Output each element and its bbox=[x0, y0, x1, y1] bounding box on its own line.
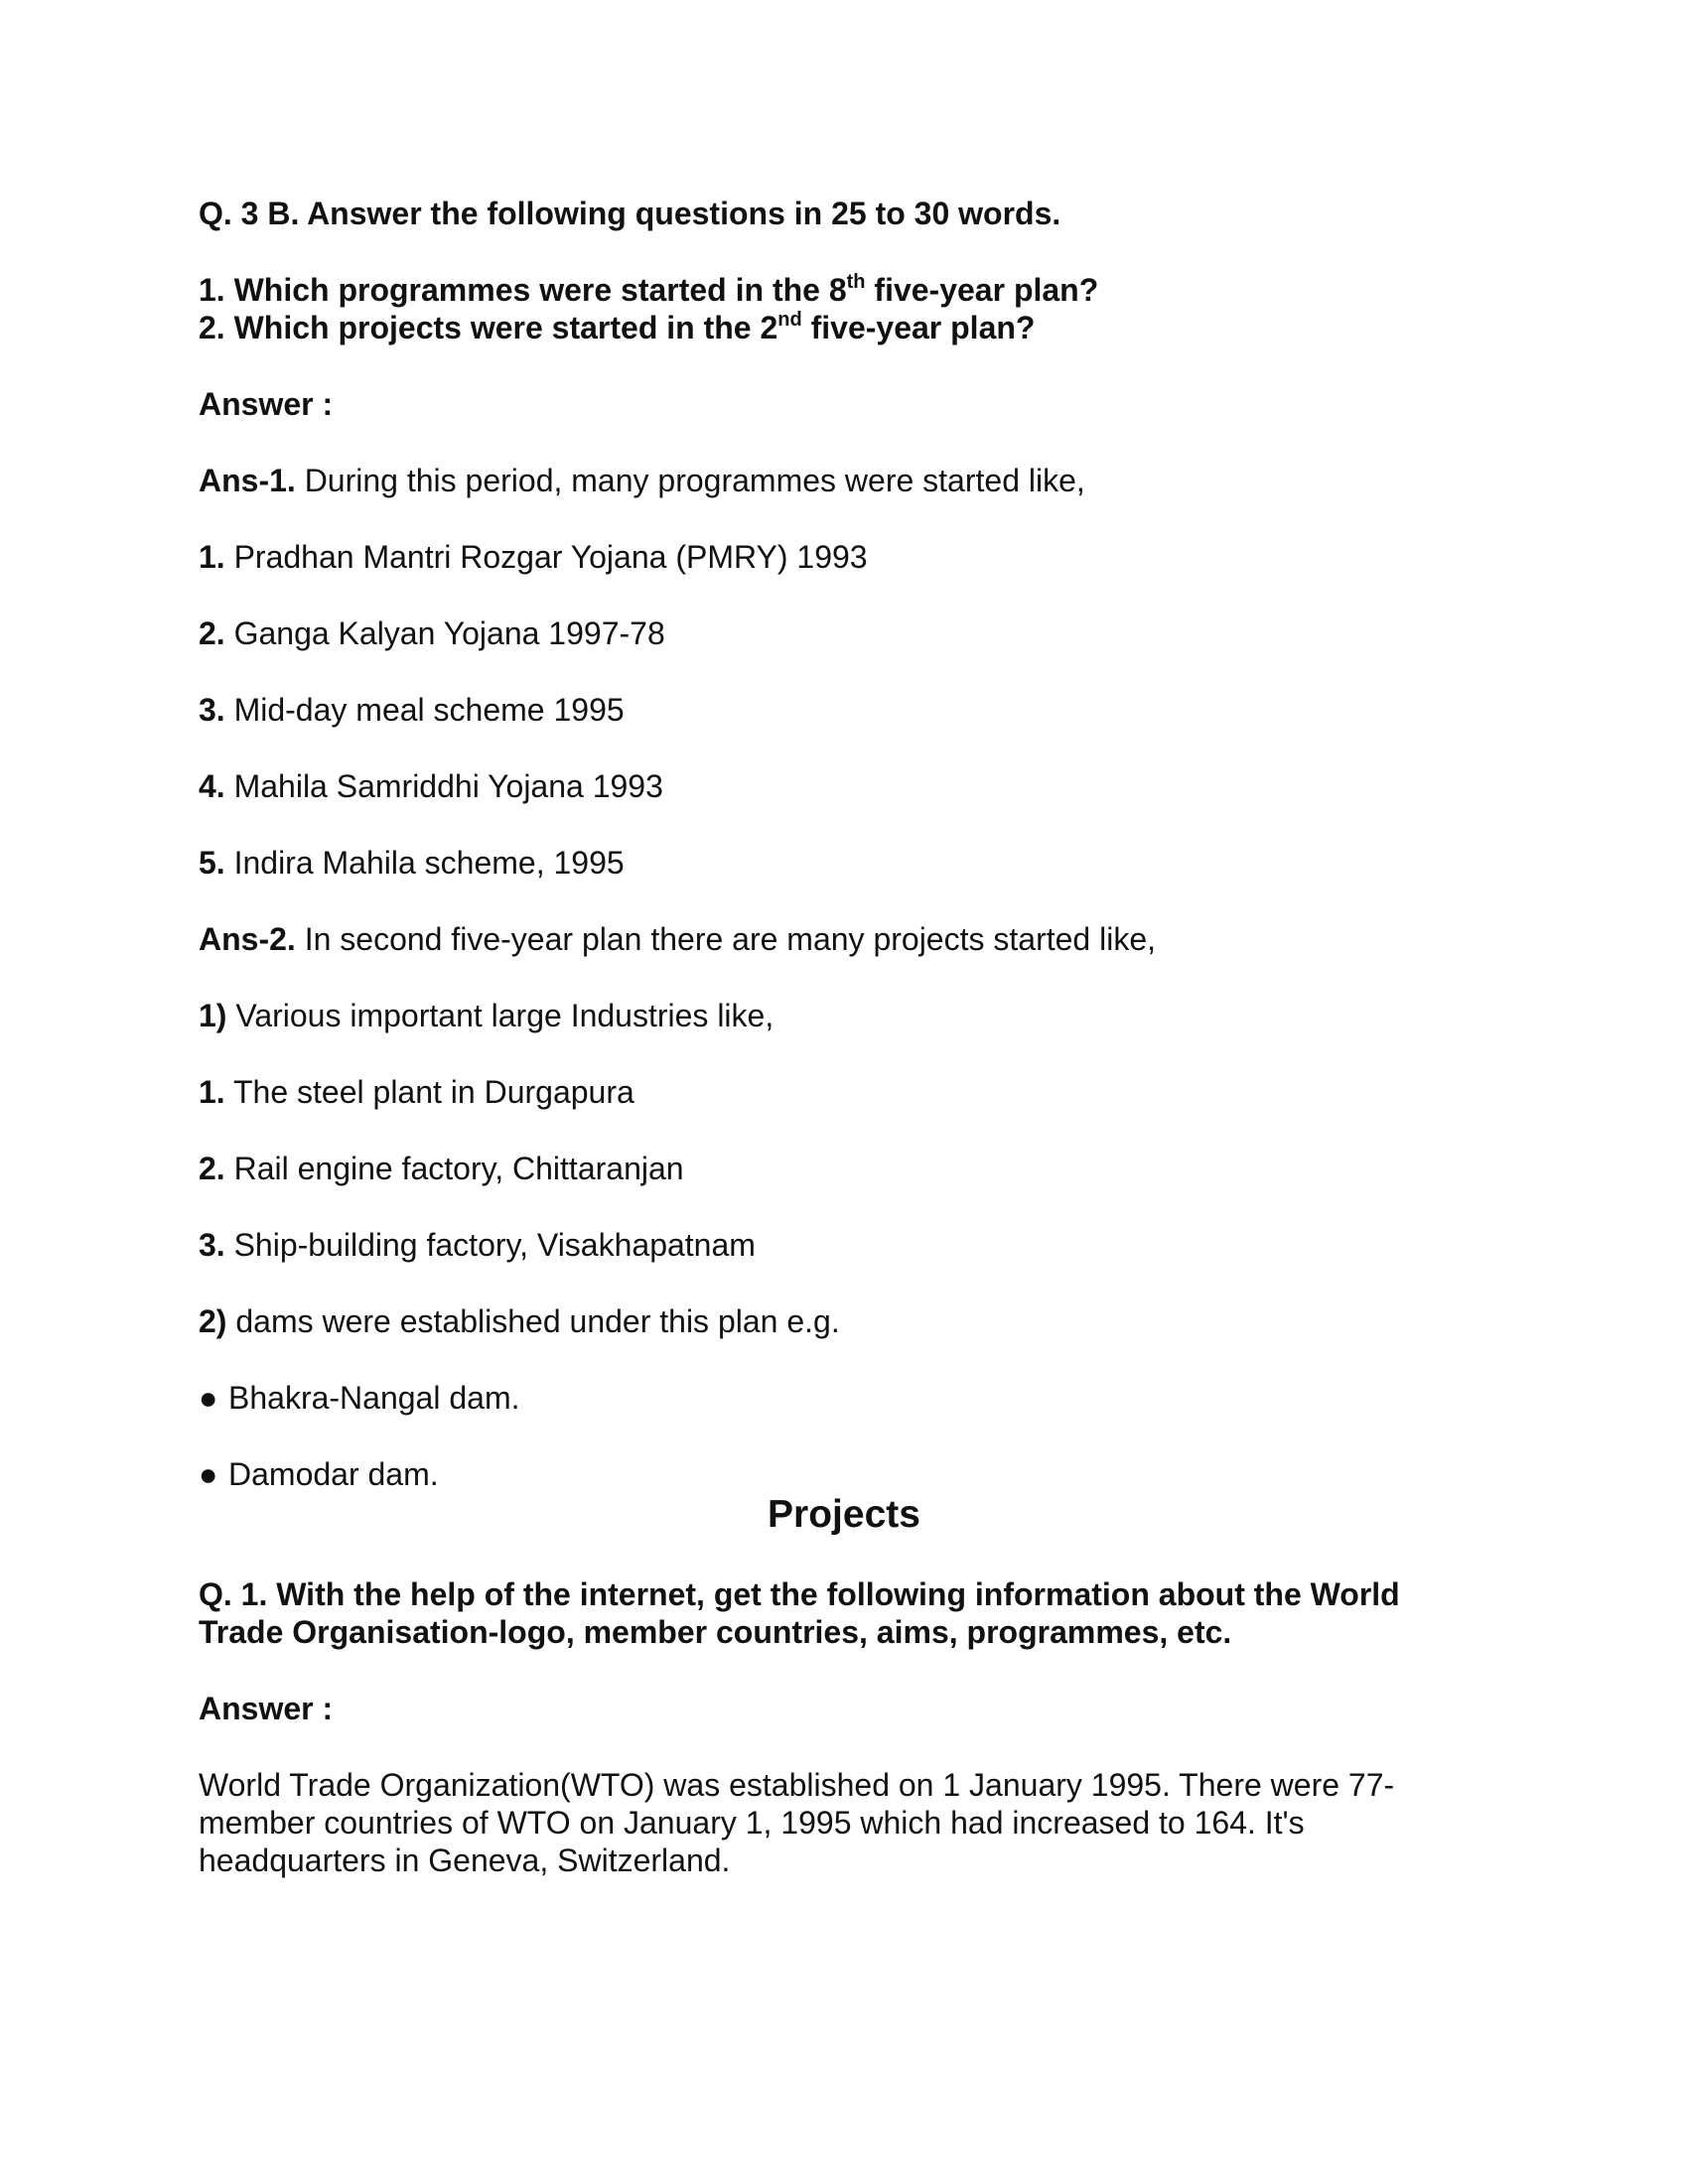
item-text: Pradhan Mantri Rozgar Yojana (PMRY) 1993 bbox=[224, 539, 868, 575]
question-text-end: five-year plan? bbox=[865, 272, 1099, 308]
list-item bbox=[199, 614, 1489, 652]
list-item bbox=[199, 1226, 1489, 1264]
ans1-text: During this period, many programmes were started like, bbox=[295, 463, 1085, 498]
list-item bbox=[199, 767, 1489, 805]
item-number: 2. bbox=[199, 615, 225, 651]
part-text: dams were established under this plan e.g. bbox=[226, 1303, 840, 1339]
item-text: Ship-building factory, Visakhapatnam bbox=[224, 1227, 756, 1263]
answer-label: Answer : bbox=[199, 386, 334, 422]
item-text: Mid-day meal scheme 1995 bbox=[224, 692, 625, 728]
projects-answer-text: World Trade Organization(WTO) was established on 1 January 1995. There were 77-member countries of WTO on January 1, 1995 which had increased to 164. It's headquarters in Geneva, Switzerland. bbox=[199, 1767, 1395, 1878]
list-item bbox=[199, 538, 1489, 576]
bullet-item bbox=[199, 1455, 1489, 1493]
list-item bbox=[199, 1073, 1489, 1111]
question-number: 1. bbox=[199, 272, 225, 308]
projects-title: Projects bbox=[768, 1493, 920, 1536]
question-text: Which programmes were started in the 8 bbox=[233, 272, 847, 308]
item-number: 3. bbox=[199, 1227, 225, 1263]
projects-answer-label: Answer : bbox=[199, 1691, 334, 1726]
bullet-text: Bhakra-Nangal dam. bbox=[228, 1380, 520, 1416]
item-text: The steel plant in Durgapura bbox=[224, 1074, 634, 1110]
ans2-text: In second five-year plan there are many projects started like, bbox=[295, 921, 1156, 957]
item-number: 4. bbox=[199, 768, 225, 804]
ans2-intro bbox=[199, 920, 1489, 958]
superscript: th bbox=[846, 271, 866, 293]
ans1-label: Ans-1. bbox=[199, 463, 296, 498]
list-item bbox=[199, 691, 1489, 729]
bullet-text: Damodar dam. bbox=[228, 1456, 439, 1492]
question-text: Which projects were started in the 2 bbox=[233, 310, 778, 345]
item-text: Rail engine factory, Chittaranjan bbox=[224, 1151, 684, 1186]
list-item bbox=[199, 844, 1489, 882]
item-text: Indira Mahila scheme, 1995 bbox=[224, 845, 625, 881]
bullet-item bbox=[199, 1379, 1489, 1417]
projects-question: Q. 1. With the help of the internet, get the following information about the World Trade Organisation-logo, member countries, aims, programmes, etc. bbox=[199, 1576, 1400, 1650]
item-number: 2. bbox=[199, 1151, 225, 1186]
question-1 bbox=[199, 271, 1489, 309]
item-text: Mahila Samriddhi Yojana 1993 bbox=[224, 768, 663, 804]
item-text: Ganga Kalyan Yojana 1997-78 bbox=[224, 615, 665, 651]
bullet-icon: ● bbox=[199, 1380, 218, 1416]
part-number: 2) bbox=[199, 1303, 227, 1339]
ans2-part-2 bbox=[199, 1302, 1489, 1340]
superscript: nd bbox=[777, 309, 802, 331]
question-2 bbox=[199, 309, 1489, 346]
list-item bbox=[199, 1150, 1489, 1187]
q3b-heading: Q. 3 B. Answer the following questions in 25 to 30 words. bbox=[199, 196, 1061, 231]
item-number: 1. bbox=[199, 1074, 225, 1110]
question-text-end: five-year plan? bbox=[801, 310, 1036, 345]
item-number: 1. bbox=[199, 539, 225, 575]
question-number: 2. bbox=[199, 310, 225, 345]
ans2-part-1 bbox=[199, 997, 1489, 1034]
part-number: 1) bbox=[199, 998, 227, 1033]
part-text: Various important large Industries like, bbox=[226, 998, 774, 1033]
document-page bbox=[199, 195, 1489, 1879]
item-number: 3. bbox=[199, 692, 225, 728]
item-number: 5. bbox=[199, 845, 225, 881]
ans2-label: Ans-2. bbox=[199, 921, 296, 957]
bullet-icon: ● bbox=[199, 1456, 218, 1492]
ans1-intro bbox=[199, 462, 1489, 499]
